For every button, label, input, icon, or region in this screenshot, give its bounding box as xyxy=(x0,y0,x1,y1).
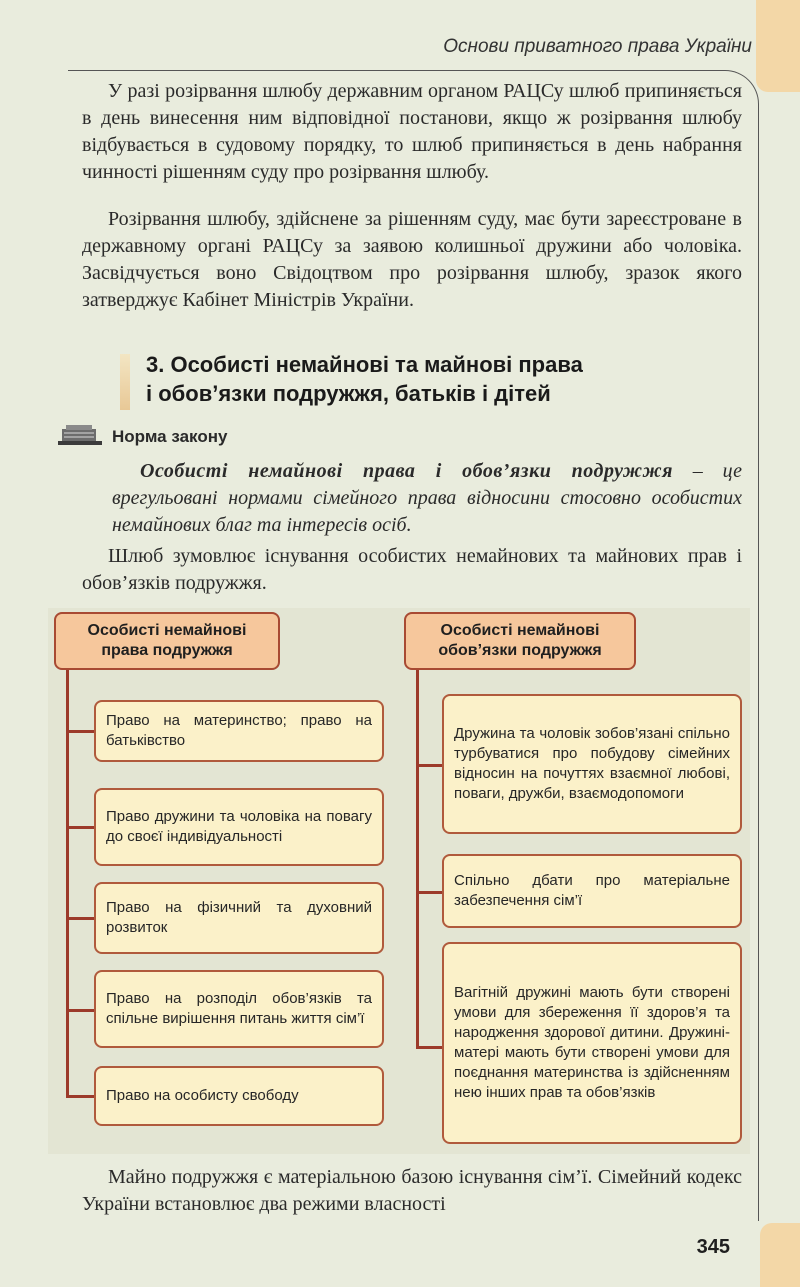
right-connector-3 xyxy=(416,1046,442,1049)
rights-item-1: Право на материнство; право на батьківство xyxy=(94,700,384,762)
left-connector-1 xyxy=(66,730,94,733)
paragraph-property: Майно подружжя є матеріальною базою існування сім’ї. Сімейний кодекс України встановлює два режими власності xyxy=(82,1166,742,1215)
rights-item-2: Право дружини та чоловіка на повагу до своєї індивідуальності xyxy=(94,788,384,866)
duties-item-1: Дружина та чоловік зобов’язані спільно турбуватися про побудову сімейних відносин на почуттях взаємної любові, поваги, дружби, взаємодопомоги xyxy=(442,694,742,834)
rights-header-box: Особисті немайнові права подружжя xyxy=(54,612,280,670)
definition-body: – це врегульовані нормами сімейного права відносини стосовно особистих немайнових благ та інтересів осіб. xyxy=(112,460,743,536)
left-connector-2 xyxy=(66,826,94,829)
paragraph-divorce-court: Розірвання шлюбу, здійснене за рішенням суду, має бути зареєстроване в державному органі РАЦСу за заявою колишньої дружини або чоловіка. Засвідчується воно Свідоцтвом про розірвання шлюбу, зразок якого затверджує Кабінет Міністрів України. xyxy=(82,208,742,311)
paragraph-divorce-raцs: У разі розірвання шлюбу державним органом РАЦСу шлюб припиняється в день винесення ним відповідної постанови, якщо ж розірвання шлюбу відбувається в судовому порядку, то шлюб припиняється в день набрання чинності рішенням суду про розірвання шлюбу. xyxy=(82,80,742,183)
duties-item-3: Вагітній дружині мають бути створені умови для збереження її здоров’я та народження здорової дитини. Дружині-матері мають бути створені умови для поєднання материнства із здійсненням нею інших прав та обов’язків xyxy=(442,942,742,1144)
left-connector-5 xyxy=(66,1095,94,1098)
duties-header-box: Особисті немайнові обов’язки подружжя xyxy=(404,612,636,670)
law-book-icon xyxy=(56,423,108,449)
duties-item-2: Спільно дбати про матеріальне забезпечення сім’ї xyxy=(442,854,742,928)
page-number: 345 xyxy=(696,1236,730,1258)
right-connector-2 xyxy=(416,891,442,894)
section-heading-line2: і обов’язки подружжя, батьків і дітей xyxy=(146,381,551,406)
running-header: Основи приватного права України xyxy=(443,36,752,57)
left-connector-4 xyxy=(66,1009,94,1012)
section-heading-line1: 3. Особисті немайнові та майнові права xyxy=(146,352,583,377)
right-connector-vertical xyxy=(416,668,419,1048)
rights-item-3: Право на фізичний та духовний розвиток xyxy=(94,882,384,954)
page-corner-tab-bottom xyxy=(760,1223,800,1287)
rights-item-5: Право на особисту свободу xyxy=(94,1066,384,1126)
section-heading xyxy=(146,350,706,408)
right-connector-1 xyxy=(416,764,442,767)
rights-item-4: Право на розподіл обов’язків та спільне вирішення питань життя сім’ї xyxy=(94,970,384,1048)
section-marker xyxy=(120,354,130,410)
paragraph-marriage-rights: Шлюб зумовлює існування особистих немайнових та майнових прав і обов’язків подружжя. xyxy=(82,545,742,594)
norma-label: Норма закону xyxy=(112,427,228,446)
definition-text xyxy=(112,458,742,539)
page-corner-tab xyxy=(756,0,800,92)
definition-term: Особисті немайнові права і обов’язки подружжя xyxy=(140,460,673,482)
left-connector-3 xyxy=(66,917,94,920)
